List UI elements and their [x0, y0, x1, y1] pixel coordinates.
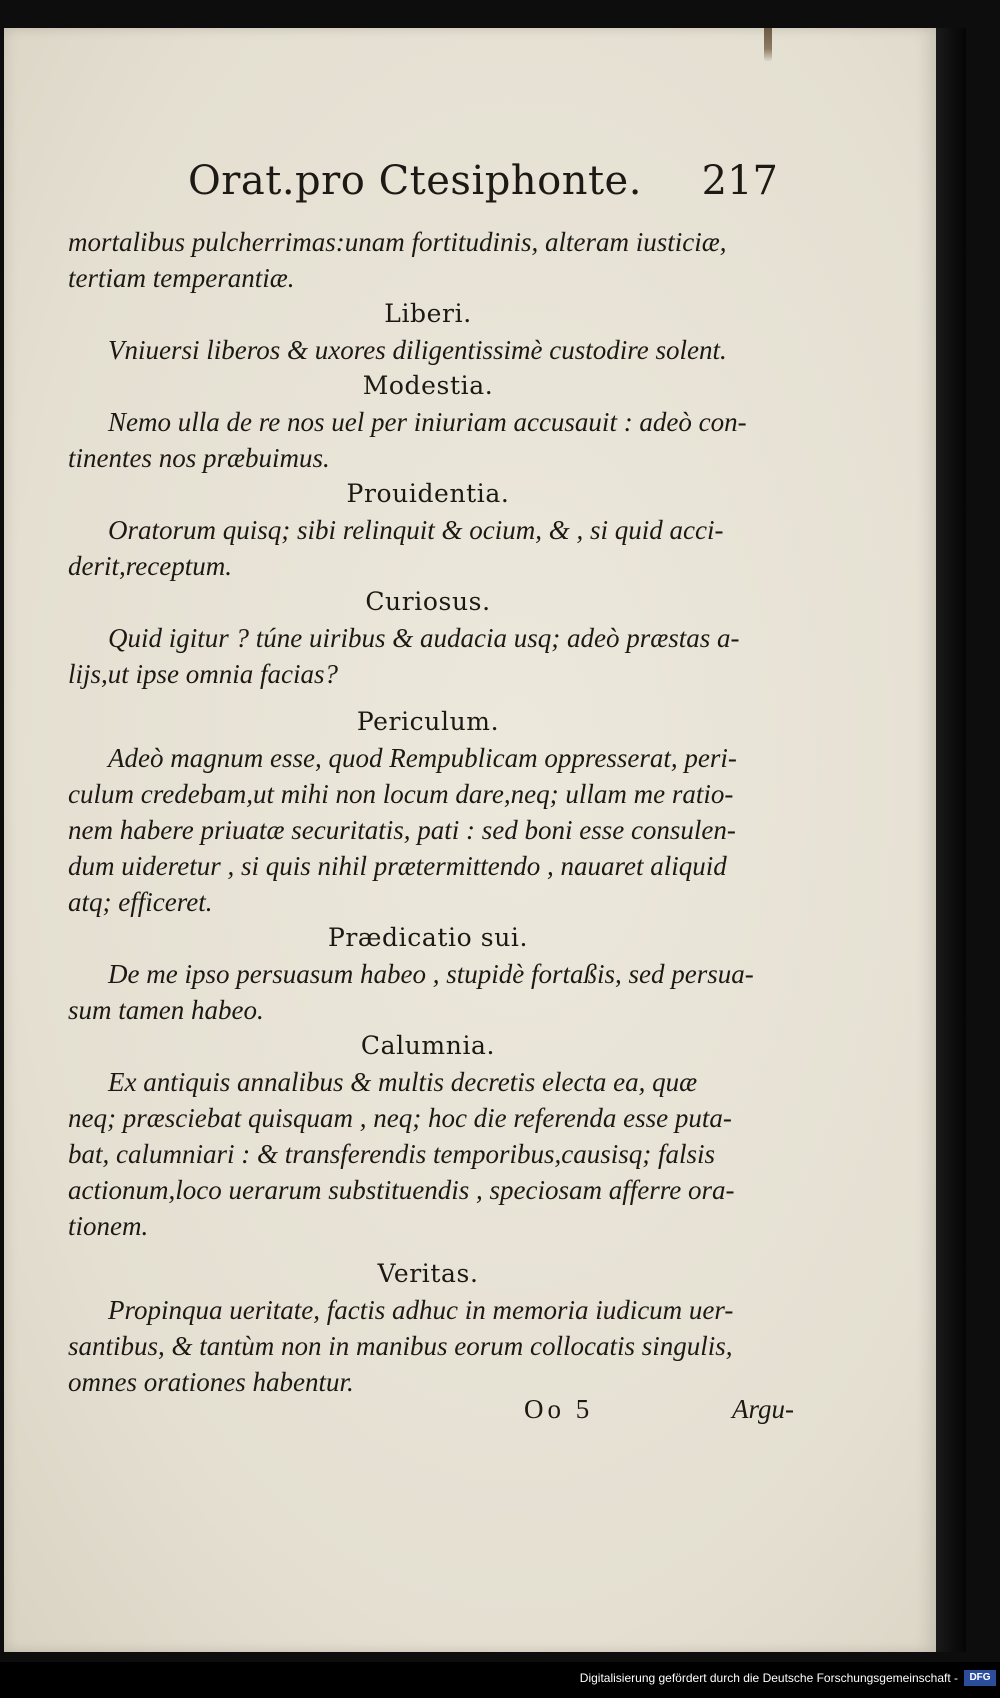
page-tear-mark: [764, 28, 772, 62]
text-line: lijs,ut ipse omnia facias?: [68, 659, 338, 689]
book-edge-shadow: [936, 28, 966, 1652]
text-line: tinentes nos præbuimus.: [68, 443, 330, 473]
text-line: actionum,loco uerarum substituendis , speciosam afferre ora-: [68, 1175, 735, 1205]
text-line: Adeò magnum esse, quod Rempublicam oppresserat, peri-: [108, 743, 737, 773]
section-heading: Veritas.: [377, 1259, 479, 1288]
credit-bar: [0, 1662, 1000, 1698]
spacer: [68, 1244, 788, 1256]
section-heading: Modestia.: [362, 371, 494, 400]
section-heading: Periculum.: [356, 707, 500, 736]
text-line: nem habere priuatæ securitatis, pati : sed boni esse consulen-: [68, 815, 736, 845]
text-line: dum uideretur , si quis nihil prætermittendo , nauaret aliquid: [68, 851, 727, 881]
section-heading: Prædicatio sui.: [327, 923, 529, 952]
text-line: Vniuersi liberos & uxores diligentissimè custodire solent.: [108, 335, 727, 365]
credit-text: Digitalisierung gefördert durch die Deutsche Forschungsgemeinschaft -: [579, 1671, 958, 1685]
running-head: [188, 158, 778, 218]
text-line: derit,receptum.: [68, 551, 232, 581]
text-line: mortalibus pulcherrimas:unam fortitudinis, alteram iusticiæ,: [68, 227, 727, 257]
text-line: Oratorum quisq; sibi relinquit & ocium, & , si quid acci-: [108, 515, 724, 545]
text-line: tertiam temperantiæ.: [68, 263, 295, 293]
page-number: 217: [701, 158, 778, 204]
text-line: Quid igitur ? túne uiribus & audacia usq; adeò præstas a-: [108, 623, 740, 653]
text-line: De me ipso persuasum habeo , stupidè fortaßis, sed persua-: [108, 959, 754, 989]
section-heading: Curiosus.: [365, 587, 491, 616]
text-line: neq; præsciebat quisquam , neq; hoc die referenda esse puta-: [68, 1103, 732, 1133]
running-title: Orat.pro Ctesiphonte.: [188, 158, 642, 204]
text-line: bat, calumniari : & transferendis temporibus,causisq; falsis: [68, 1139, 715, 1169]
text-line: omnes orationes habentur.: [68, 1367, 354, 1397]
spacer: [68, 692, 788, 704]
catchword: Argu-: [732, 1394, 794, 1424]
page-footer: [524, 1394, 794, 1430]
dfg-logo-icon: DFG: [964, 1670, 996, 1686]
text-line: tionem.: [68, 1211, 149, 1241]
section-heading: Liberi.: [384, 299, 472, 328]
text-line: sum tamen habeo.: [68, 995, 264, 1025]
section-heading: Calumnia.: [360, 1031, 496, 1060]
text-line: Propinqua ueritate, factis adhuc in memoria iudicum uer-: [108, 1295, 734, 1325]
text-line: culum credebam,ut mihi non locum dare,neq; ullam me ratio-: [68, 779, 734, 809]
text-line: Ex antiquis annalibus & multis decretis electa ea, quæ: [108, 1067, 698, 1097]
text-line: santibus, & tantùm non in manibus eorum collocatis singulis,: [68, 1331, 733, 1361]
section-heading: Prouidentia.: [346, 479, 510, 508]
text-line: atq; efficeret.: [68, 887, 213, 917]
book-page: [4, 28, 936, 1652]
signature-mark: Oo 5: [524, 1394, 594, 1424]
page-text: [68, 224, 788, 1400]
text-line: Nemo ulla de re nos uel per iniuriam accusauit : adeò con-: [108, 407, 747, 437]
